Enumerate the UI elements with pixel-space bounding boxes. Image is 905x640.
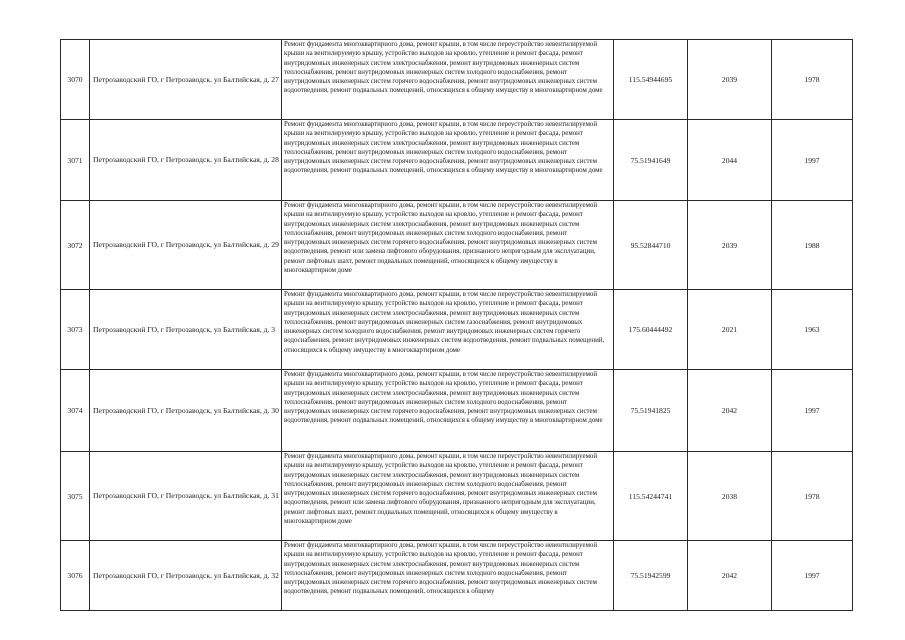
address-cell: Петрозаводский ГО, г Петрозаводск, ул Балтийская, д. 32 bbox=[90, 541, 282, 611]
works-cell bbox=[282, 201, 614, 290]
address-cell: Петрозаводский ГО, г Петрозаводск, ул Балтийская, д. 31 bbox=[90, 452, 282, 541]
address-cell: Петрозаводский ГО, г Петрозаводск, ул Балтийская, д. 28 bbox=[90, 120, 282, 201]
works-text: Ремонт фундамента многоквартирного дома, ремонт крыши, в том числе переустройство невентилируемой крыши на вентилируемую крышу, устройство выходов на кровлю, утепление и ремонт фасада, ремонт внутридомовых инженерных систем электроснабжения, ремонт внутридомовых инженерных систем теплоснабжения, ремонт внутридомовых инженерных систем холодного водоснабжения, ремонт внутридомовых инженерных систем горячего водоснабжения, ремонт внутридомовых инженерных систем водоотведения, ремонт подвальных помещений, относящихся к общему имуществу в многоквартирном доме bbox=[284, 121, 603, 175]
address-cell: Петрозаводский ГО, г Петрозаводск, ул Балтийская, д. 29 bbox=[90, 201, 282, 290]
build-year-cell: 1978 bbox=[772, 40, 853, 120]
works-cell bbox=[282, 452, 614, 541]
row-number-cell: 3073 bbox=[61, 290, 90, 370]
table-row bbox=[61, 541, 853, 611]
works-text: Ремонт фундамента многоквартирного дома, ремонт крыши, в том числе переустройство невентилируемой крыши на вентилируемую крышу, устройство выходов на кровлю, утепление и ремонт фасада, ремонт внутридомовых инженерных систем электроснабжения, ремонт внутридомовых инженерных систем теплоснабжения, ремонт внутридомовых инженерных систем холодного водоснабжения, ремонт внутридомовых инженерных систем горячего водоснабжения, ремонт внутридомовых инженерных систем водоотведения, ремонт или замена лифтового оборудования, признанного непригодным для эксплуатации, ремонт лифтовых шахт, ремонт подвальных помещений, относящихся к общему имуществу в многоквартирном доме bbox=[284, 453, 598, 525]
build-year-cell: 1978 bbox=[772, 452, 853, 541]
cost-cell: 175.60444492 bbox=[614, 290, 688, 370]
registry-table bbox=[60, 39, 853, 611]
row-number-cell: 3075 bbox=[61, 452, 90, 541]
address-cell: Петрозаводский ГО, г Петрозаводск, ул Балтийская, д. 27 bbox=[90, 40, 282, 120]
build-year-cell: 1963 bbox=[772, 290, 853, 370]
build-year-cell: 1997 bbox=[772, 120, 853, 201]
build-year-cell: 1997 bbox=[772, 541, 853, 611]
address-cell: Петрозаводский ГО, г Петрозаводск, ул Балтийская, д. 3 bbox=[90, 290, 282, 370]
table-row bbox=[61, 201, 853, 290]
cost-cell: 75.51941649 bbox=[614, 120, 688, 201]
build-year-cell: 1988 bbox=[772, 201, 853, 290]
cost-cell: 75.51942599 bbox=[614, 541, 688, 611]
table-row bbox=[61, 40, 853, 120]
planned-year-cell: 2038 bbox=[688, 452, 772, 541]
row-number-cell: 3070 bbox=[61, 40, 90, 120]
cost-cell: 115.54944695 bbox=[614, 40, 688, 120]
works-text: Ремонт фундамента многоквартирного дома, ремонт крыши, в том числе переустройство невентилируемой крыши на вентилируемую крышу, устройство выходов на кровлю, утепление и ремонт фасада, ремонт внутридомовых инженерных систем электроснабжения, ремонт внутридомовых инженерных систем теплоснабжения, ремонт внутридомовых инженерных систем холодного водоснабжения, ремонт внутридомовых инженерных систем горячего водоснабжения, ремонт внутридомовых инженерных систем водоотведения, ремонт подвальных помещений, относящихся к общему bbox=[284, 542, 598, 596]
row-number-cell: 3076 bbox=[61, 541, 90, 611]
works-cell bbox=[282, 120, 614, 201]
planned-year-cell: 2021 bbox=[688, 290, 772, 370]
planned-year-cell: 2042 bbox=[688, 541, 772, 611]
row-number-cell: 3072 bbox=[61, 201, 90, 290]
address-cell: Петрозаводский ГО, г Петрозаводск, ул Балтийская, д. 30 bbox=[90, 370, 282, 452]
table-row bbox=[61, 120, 853, 201]
cost-cell: 115.54244741 bbox=[614, 452, 688, 541]
works-cell bbox=[282, 541, 614, 611]
planned-year-cell: 2039 bbox=[688, 201, 772, 290]
registry-table-body bbox=[61, 40, 853, 611]
cost-cell: 75.51941825 bbox=[614, 370, 688, 452]
table-row bbox=[61, 290, 853, 370]
build-year-cell: 1997 bbox=[772, 370, 853, 452]
row-number-cell: 3071 bbox=[61, 120, 90, 201]
works-cell bbox=[282, 370, 614, 452]
works-cell bbox=[282, 40, 614, 120]
works-text: Ремонт фундамента многоквартирного дома, ремонт крыши, в том числе переустройство невентилируемой крыши на вентилируемую крышу, устройство выходов на кровлю, утепление и ремонт фасада, ремонт внутридомовых инженерных систем электроснабжения, ремонт внутридомовых инженерных систем теплоснабжения, ремонт внутридомовых инженерных систем холодного водоснабжения, ремонт внутридомовых инженерных систем горячего водоснабжения, ремонт внутридомовых инженерных систем водоотведения, ремонт или замена лифтового оборудования, признанного непригодным для эксплуатации, ремонт лифтовых шахт, ремонт подвальных помещений, относящихся к общему имуществу в многоквартирном доме bbox=[284, 202, 598, 274]
works-text: Ремонт фундамента многоквартирного дома, ремонт крыши, в том числе переустройство невентилируемой крыши на вентилируемую крышу, устройство выходов на кровлю, утепление и ремонт фасада, ремонт внутридомовых инженерных систем электроснабжения, ремонт внутридомовых инженерных систем теплоснабжения, ремонт внутридомовых инженерных систем холодного водоснабжения, ремонт внутридомовых инженерных систем горячего водоснабжения, ремонт внутридомовых инженерных систем водоотведения, ремонт подвальных помещений, относящихся к общему имуществу в многоквартирном доме bbox=[284, 371, 603, 425]
planned-year-cell: 2044 bbox=[688, 120, 772, 201]
works-text: Ремонт фундамента многоквартирного дома, ремонт крыши, в том числе переустройство невентилируемой крыши на вентилируемую крышу, устройство выходов на кровлю, утепление и ремонт фасада, ремонт внутридомовых инженерных систем электроснабжения, ремонт внутридомовых инженерных систем теплоснабжения, ремонт внутридомовых инженерных систем холодного водоснабжения, ремонт внутридомовых инженерных систем горячего водоснабжения, ремонт внутридомовых инженерных систем водоотведения, ремонт подвальных помещений, относящихся к общему имуществу в многоквартирном доме bbox=[284, 41, 603, 95]
table-row bbox=[61, 370, 853, 452]
works-text: Ремонт фундамента многоквартирного дома, ремонт крыши, в том числе переустройство невентилируемой крыши на вентилируемую крышу, устройство выходов на кровлю, утепление и ремонт фасада, ремонт внутридомовых инженерных систем электроснабжения, ремонт внутридомовых инженерных систем теплоснабжения, ремонт внутридомовых инженерных систем газоснабжения, ремонт внутридомовых инженерных систем холодного водоснабжения, ремонт внутридомовых инженерных систем горячего водоснабжения, ремонт внутридомовых инженерных систем водоотведения, ремонт подвальных помещений, относящихся к общему имуществу в многоквартирном доме bbox=[284, 291, 605, 354]
planned-year-cell: 2039 bbox=[688, 40, 772, 120]
row-number-cell: 3074 bbox=[61, 370, 90, 452]
cost-cell: 95.52844710 bbox=[614, 201, 688, 290]
table-row bbox=[61, 452, 853, 541]
works-cell bbox=[282, 290, 614, 370]
planned-year-cell: 2042 bbox=[688, 370, 772, 452]
